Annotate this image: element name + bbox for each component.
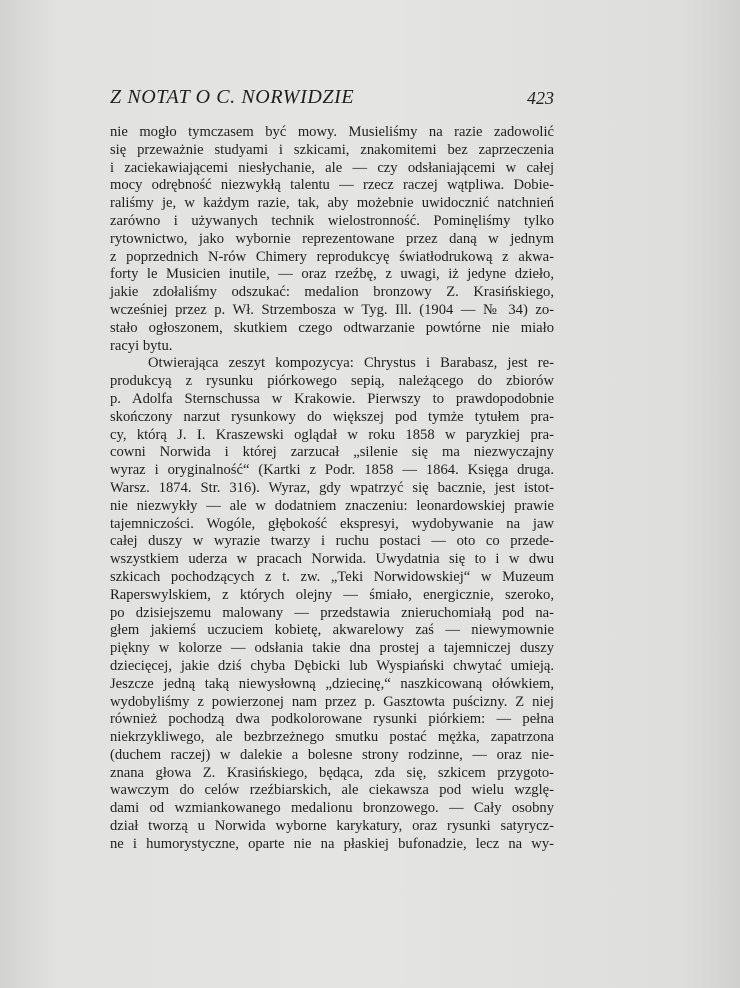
text-line: nie mogło tymczasem być mowy. Musieliśmy na razie zadowolić (110, 124, 554, 140)
text-line: dział tworzą u Norwida wyborne karykatury, oraz rysunki satyrycz- (110, 818, 554, 835)
text-line: również pochodzą dwa podkolorowane rysunki piórkiem: — pełna (110, 711, 554, 728)
text-line: skończony narzut rysunkowy do większej pod tymże tytułem pra- (110, 408, 554, 425)
text-line: z poprzednich N-rów Chimery reprodukcyę światłodrukową z akwa- (110, 248, 554, 265)
text-line: raliśmy je, w każdym razie, tak, aby możebnie uwidocznić natchnień (110, 195, 554, 212)
text-line: niekrzykliwego, ale bezbrzeżnego smutku postać mężka, zapatrzona (110, 729, 554, 746)
text-line: wawczym do celów rzeźbiarskich, ale ciekawsza pod wielu wzglę- (110, 782, 554, 799)
text-line: produkcyą z rysunku piórkowego sepią, należącego do zbiorów (110, 373, 554, 390)
page-number: 423 (527, 88, 554, 108)
text-line: po dzisiejszemu malowany — przedstawia znieruchomiałą pod na- (110, 604, 554, 621)
text-line: wszystkiem uderza w pracach Norwida. Uwydatnia się to i w dwu (110, 551, 554, 568)
text-line: nie niezwykły — ale w dodatniem znaczeniu: leonardowskiej prawie (110, 497, 554, 514)
running-title: Z NOTAT O C. NORWIDZIE (110, 86, 355, 108)
text-line: (duchem raczej) w dalekie a bolesne strony rodzinne, — oraz nie- (110, 746, 554, 763)
text-line: całej duszy w wyrazie twarzy i ruchu postaci — oto co przede- (110, 533, 554, 550)
text-line: cowni Norwida i której zarzucał „silenie się ma niezwyczajny (110, 444, 554, 461)
text-line: mocy odrębność niezwykłą talentu — rzecz raczej wątpliwa. Dobie- (110, 177, 554, 194)
text-line: forty le Musicien inutile, — oraz rzeźbę, z uwagi, iż jedyne dzieło, (110, 266, 554, 283)
text-line: się przeważnie studyami i szkicami, znakomitemi bez zaprzeczenia (110, 141, 554, 158)
text-line: piękny w kolorze — odsłania takie dna prostej a tajemniczej duszy (110, 640, 554, 657)
text-line: racyi bytu. (110, 337, 173, 354)
text-line: szkicach pochodzących z t. zw. „Teki Norwidowskiej“ w Muzeum (110, 568, 554, 585)
text-line: Jeszcze jedną taką niewysłowną „dziecinę,“ naszkicowaną ołówkiem, (110, 675, 554, 692)
text-line: cy, którą J. I. Kraszewski oglądał w roku 1858 w paryzkiej pra- (110, 426, 554, 443)
paragraph-first-line: Otwierająca zeszyt kompozycya: Chrystus i Barabasz, jest re- (148, 355, 554, 372)
text-line: wcześniej przez p. Wł. Strzembosza w Tyg. Ill. (1904 — № 34) zo- (110, 301, 554, 318)
body-text (110, 124, 554, 854)
text-line: wyraz i oryginalność“ (Kartki z Podr. 1858 — 1864. Księga druga. (110, 462, 554, 479)
text-line: stało ogłoszonem, skutkiem czego odtwarzanie powtórne nie miało (110, 319, 554, 336)
text-line: tajemniczości. Wogóle, głębokość ekspresyi, wydobywanie na jaw (110, 515, 554, 532)
text-line: Warsz. 1874. Str. 316). Wyraz, gdy wpatrzyć się bacznie, jest istot- (110, 479, 554, 496)
text-line: i zaciekawiającemi niesłychanie, ale — czy odsłaniającemi w całej (110, 159, 554, 176)
page-header (110, 86, 554, 116)
text-line: rytownictwo, jako wybornie reprezentowane przez daną w jednym (110, 230, 554, 247)
text-line: dziecięcej, jakie dziś chyba Dębicki lub Wyspiański chwytać umieją. (110, 657, 554, 674)
text-line: jakie zdołaliśmy odszukać: medalion bronzowy Z. Krasińskiego, (110, 284, 554, 301)
text-line: dami od wzmiankowanego medalionu bronzowego. — Cały osobny (110, 800, 554, 817)
text-line: wydobyliśmy z powierzonej nam przez p. Gasztowta puścizny. Z niej (110, 693, 554, 710)
text-line: znana głowa Z. Krasińskiego, będąca, zda się, szkicem przygoto- (110, 764, 554, 781)
text-line: głem jakiemś uczuciem kobietę, akwarelowy zaś — niewymownie (110, 622, 554, 639)
text-line: Raperswylskiem, z których olejny — śmiało, energicznie, szeroko, (110, 586, 554, 603)
text-line: zarówno i używanych technik wielostronność. Pominęliśmy tylko (110, 212, 554, 229)
text-line: ne i humorystyczne, oparte nie na płaskiej bufonadzie, lecz na wy- (110, 835, 554, 852)
text-line: p. Adolfa Sternschussa w Krakowie. Pierwszy to prawdopodobnie (110, 390, 554, 407)
